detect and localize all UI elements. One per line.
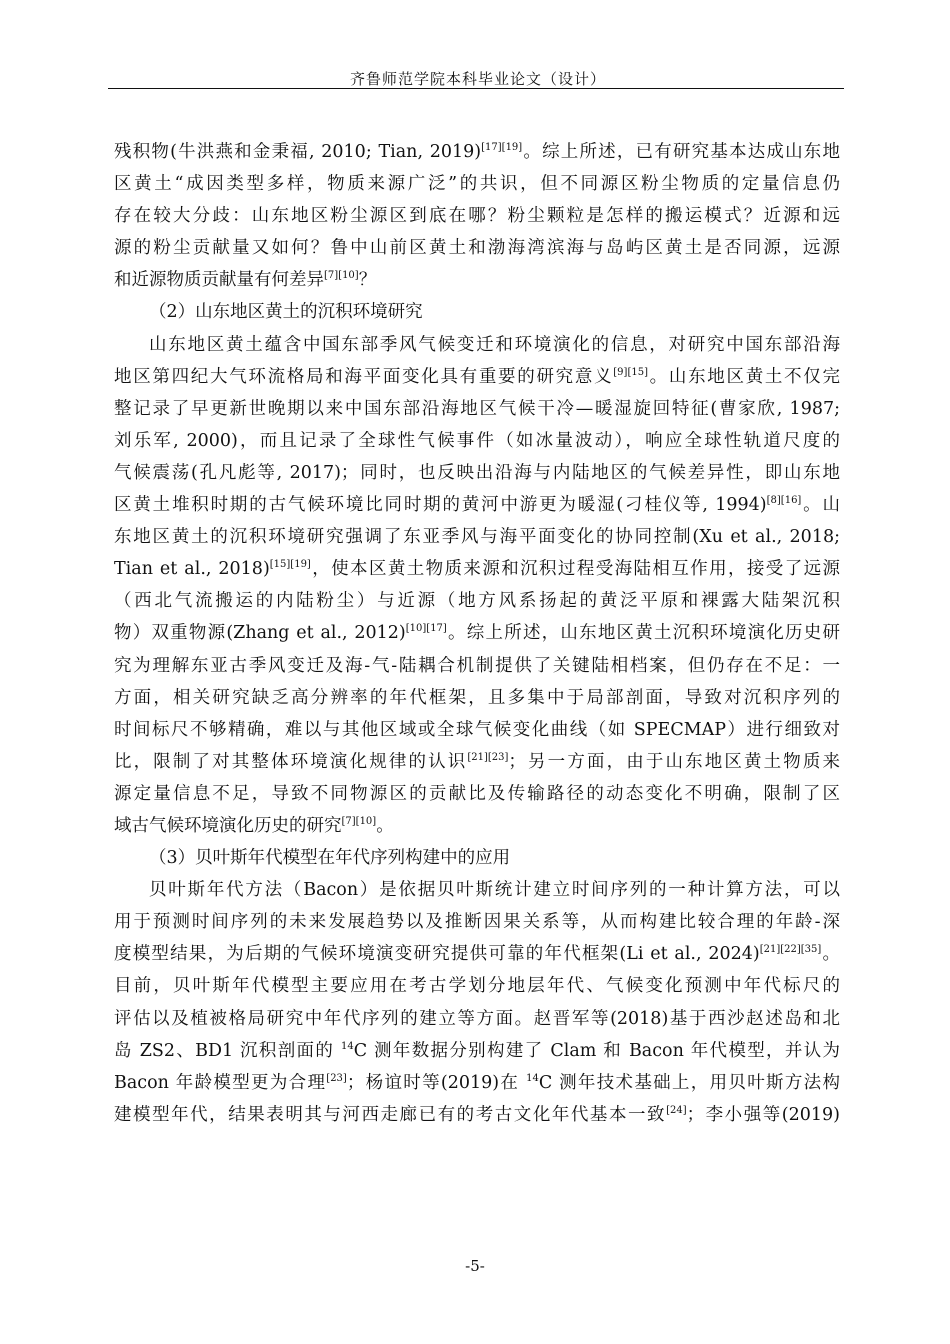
text-segment: 域古气候环境演化历史的研究 [114,815,342,836]
text-segment: 究为理解东亚古季风变迁及海-气-陆耦合机制提供了关键陆相档案，但仍存在不足：一 [114,655,840,676]
text-segment: ，使本区黄土物质来源和沉积过程受海陆相互作用，接受了远源 [310,559,840,580]
citation-superscript: [15][19] [269,559,311,571]
citation-superscript: [21][23] [467,751,509,763]
text-line [114,1035,840,1067]
text-line [114,168,840,200]
text-segment: 建模型年代，结果表明其与河西走廊已有的考古文化年代基本一致 [114,1104,667,1125]
text-line [114,200,840,232]
text-segment: 存在较大分歧：山东地区粉尘源区到底在哪？粉尘颗粒是怎样的搬运模式？近源和远 [114,206,840,227]
text-line [114,714,840,746]
text-line [114,457,840,489]
text-line [114,1003,840,1035]
text-line [114,778,840,810]
citation-superscript: [10][17] [405,623,447,635]
text-line [114,682,840,714]
text-segment: 山东地区黄土蕴含中国东部季风气候变迁和环境演化的信息，对研究中国东部沿海 [149,334,840,355]
text-line [114,521,840,553]
text-segment: 。山 [801,495,840,516]
text-segment: 。 [821,944,840,965]
citation-superscript: [8][16] [766,495,802,507]
text-line [114,489,840,521]
text-line [114,874,840,906]
citation-superscript: [9][15] [613,366,648,378]
text-line [114,906,840,938]
text-segment: 。山东地区黄土不仅完 [647,366,840,387]
text-segment: 评估以及植被格局研究中年代序列的建立等方面。赵晋军等(2018)基于西沙赵述岛和北 [114,1008,840,1029]
text-segment: Tian et al., 2018) [114,559,270,580]
citation-superscript: 14 [526,1072,539,1084]
body-text [114,136,840,1131]
text-line [114,746,840,778]
text-segment: （3）贝叶斯年代模型在年代序列构建中的应用 [149,848,511,869]
citation-superscript: [24] [666,1104,687,1116]
citation-superscript: [7][10] [341,815,377,827]
text-segment: 度模型结果，为后期的气候环境演变研究提供可靠的年代框架(Li et al., 2024) [114,944,760,965]
citation-superscript: [21][22][35] [759,944,822,956]
text-segment: C 测年技术基础上，用贝叶斯方法构 [538,1072,840,1093]
citation-superscript: 14 [341,1040,354,1052]
text-line [114,264,840,296]
text-line [114,617,840,649]
text-line [114,810,840,842]
text-segment: ；另一方面，由于山东地区黄土物质来 [508,751,840,772]
text-segment: 区黄土“成因类型多样，物质来源广泛”的共识，但不同源区粉尘物质的定量信息仍 [114,174,840,195]
text-line [114,650,840,682]
text-segment: （西北气流搬运的内陆粉尘）与近源（地方风系扬起的黄泛平原和裸露大陆架沉积 [114,591,840,612]
text-line [114,393,840,425]
text-line [114,296,840,328]
text-segment: 整记录了早更新世晚期以来中国东部沿海地区气候干冷—暖湿旋回特征(曹家欣, 1987; [114,398,840,419]
text-segment: 物）双重物源(Zhang et al., 2012) [114,623,406,644]
text-segment: 岛 ZS2、BD1 沉积剖面的 [114,1040,342,1061]
text-segment: 刘乐军, 2000)，而且记录了全球性气候事件（如冰量波动），响应全球性轨道尺度的 [114,430,840,451]
citation-superscript: [17][19] [481,142,523,153]
text-segment: 比，限制了对其整体环境演化规律的认识 [114,751,468,772]
text-segment: 残积物(牛洪燕和金秉福, 2010; Tian, 2019) [114,142,482,162]
text-segment: 和近源物质贡献量有何差异 [114,270,324,291]
text-line [114,1099,840,1131]
citation-superscript: [23] [326,1072,347,1084]
text-segment: 时间标尺不够精确，难以与其他区域或全球气候变化曲线（如 SPECMAP）进行细致对 [114,719,840,740]
page-number: -5- [465,1257,485,1275]
text-segment: C 测年数据分别构建了 Clam 和 Bacon 年代模型，并认为 [353,1040,840,1061]
text-segment: 。综上所述，山东地区黄土沉积环境演化历史研 [446,623,840,644]
text-line [114,329,840,361]
text-segment: 。综上所述，已有研究基本达成山东地 [522,142,840,162]
running-header: 齐鲁师范学院本科毕业论文（设计） [349,70,606,88]
text-segment: ？ [358,270,377,291]
header-rule [108,88,844,89]
text-segment: 东地区黄土的沉积环境研究强调了东亚季风与海平面变化的协同控制(Xu et al., 2018; [114,527,840,548]
text-segment: 目前，贝叶斯年代模型主要应用在考古学划分地层年代、气候变化预测中年代标尺的 [114,976,840,997]
text-segment: 用于预测时间序列的未来发展趋势以及推断因果关系等，从而构建比较合理的年龄-深 [114,912,840,933]
text-segment: 区黄土堆积时期的古气候环境比同时期的黄河中游更为暖湿(刁桂仪等, 1994) [114,495,767,516]
text-segment: 气候震荡(孔凡彪等, 2017)；同时，也反映出沿海与内陆地区的气候差异性，即山东地 [114,462,840,483]
text-line [114,232,840,264]
text-line [114,553,840,585]
text-segment: 方面，相关研究缺乏高分辨率的年代框架，且多集中于局部剖面，导致对沉积序列的 [114,687,840,708]
text-segment: 贝叶斯年代方法（Bacon）是依据贝叶斯统计建立时间序列的一种计算方法，可以 [149,880,840,901]
text-segment: 源定量信息不足，导致不同物源区的贡献比及传输路径的动态变化不明确，限制了区 [114,783,840,804]
text-segment: Bacon 年龄模型更为合理 [114,1072,327,1093]
text-line [114,1067,840,1099]
text-line [114,136,840,168]
text-line [114,970,840,1002]
text-segment: ；杨谊时等(2019)在 [346,1072,527,1093]
text-segment: 。 [376,815,394,836]
text-segment: ；李小强等(2019) [686,1104,840,1125]
text-segment: 源的粉尘贡献量又如何？鲁中山前区黄土和渤海湾滨海与岛屿区黄土是否同源，远源 [114,238,840,259]
text-line [114,842,840,874]
text-line [114,585,840,617]
text-line [114,425,840,457]
text-line [114,361,840,393]
citation-superscript: [7][10] [324,270,359,282]
text-segment: 地区第四纪大气环流格局和海平面变化具有重要的研究意义 [114,366,614,387]
text-line [114,938,840,970]
text-segment: （2）山东地区黄土的沉积环境研究 [149,302,423,323]
